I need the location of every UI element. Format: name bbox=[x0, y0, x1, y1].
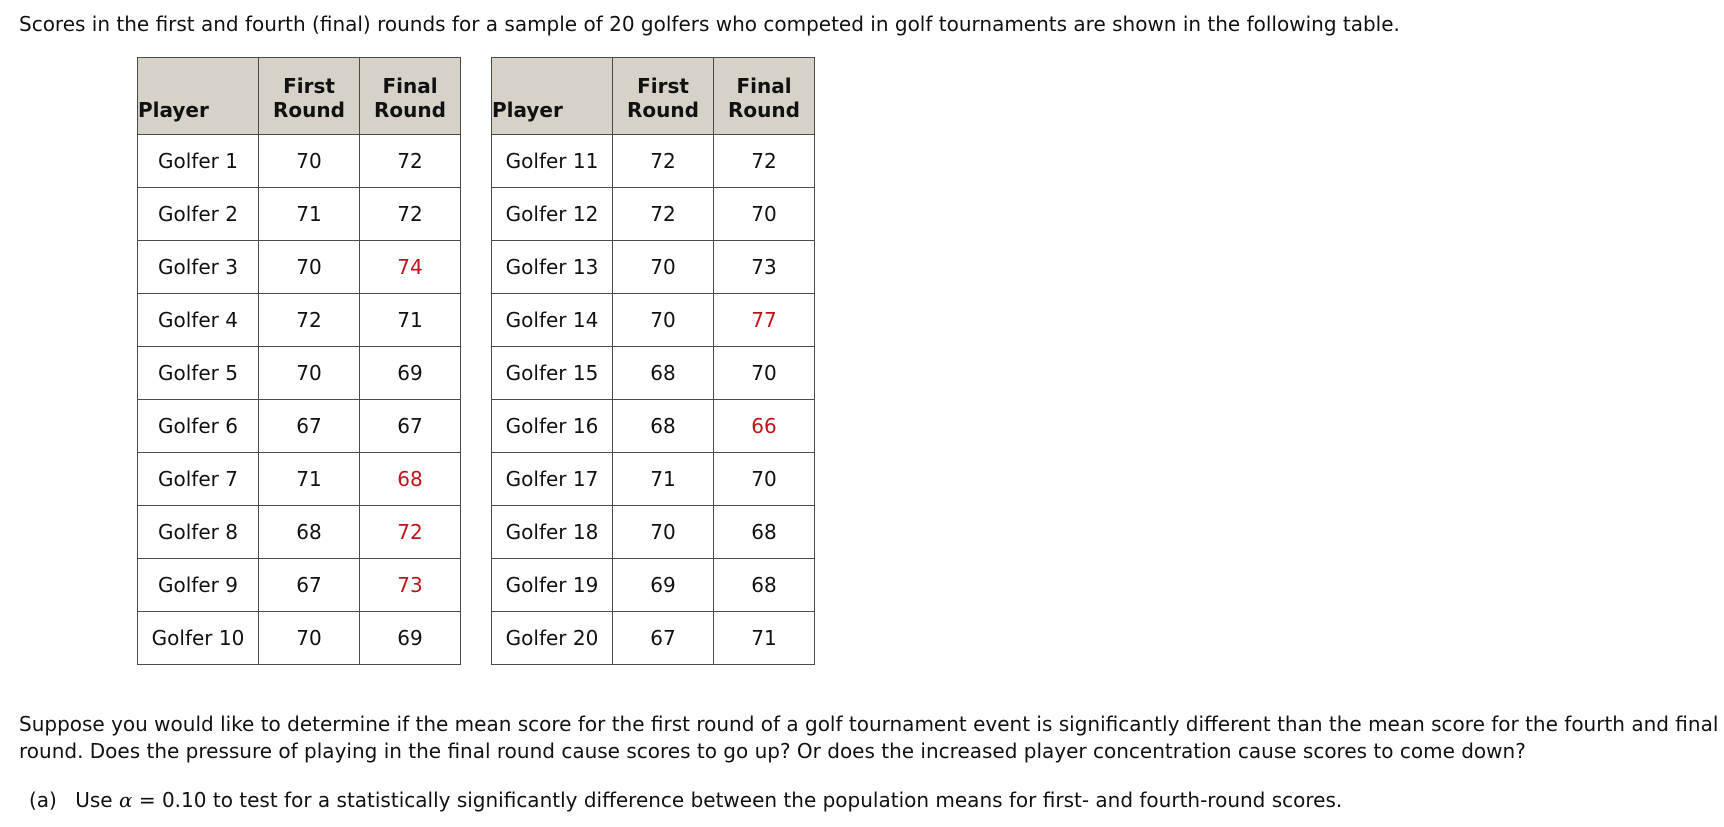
first-round-cell: 67 bbox=[613, 612, 714, 665]
first-round-cell: 70 bbox=[259, 612, 360, 665]
table-row bbox=[492, 612, 815, 665]
first-round-cell: 70 bbox=[259, 135, 360, 188]
player-cell: Golfer 14 bbox=[492, 294, 613, 347]
table-row bbox=[138, 241, 461, 294]
final-round-cell-highlighted: 72 bbox=[360, 506, 461, 559]
first-round-cell: 70 bbox=[259, 241, 360, 294]
first-round-cell: 71 bbox=[613, 453, 714, 506]
first-round-cell: 68 bbox=[613, 400, 714, 453]
player-cell: Golfer 9 bbox=[138, 559, 259, 612]
header-final-line2: Round bbox=[728, 98, 800, 122]
header-final-round bbox=[360, 58, 461, 135]
final-round-cell: 69 bbox=[360, 347, 461, 400]
alpha-symbol: α bbox=[118, 788, 133, 812]
table-row bbox=[138, 347, 461, 400]
header-first-line1: First bbox=[637, 74, 689, 98]
table-row bbox=[138, 612, 461, 665]
table-row bbox=[492, 400, 815, 453]
header-first-line2: Round bbox=[273, 98, 345, 122]
player-cell: Golfer 1 bbox=[138, 135, 259, 188]
part-a bbox=[29, 787, 1342, 813]
first-round-cell: 70 bbox=[613, 506, 714, 559]
final-round-cell: 73 bbox=[714, 241, 815, 294]
first-round-cell: 72 bbox=[613, 135, 714, 188]
final-round-cell: 72 bbox=[360, 135, 461, 188]
table-row bbox=[492, 294, 815, 347]
player-cell: Golfer 15 bbox=[492, 347, 613, 400]
table-row bbox=[492, 135, 815, 188]
table-row bbox=[138, 400, 461, 453]
header-player bbox=[138, 58, 259, 135]
final-round-cell-highlighted: 77 bbox=[714, 294, 815, 347]
player-cell: Golfer 3 bbox=[138, 241, 259, 294]
table-row bbox=[492, 188, 815, 241]
header-final-line1: Final bbox=[736, 74, 792, 98]
first-round-cell: 71 bbox=[259, 188, 360, 241]
question-text: Suppose you would like to determine if the mean score for the first round of a golf tournament event is significantly different than the mean score for the fourth and final round. Does the pressure of playing in the final round cause scores to go up? Or does the increased player concentration cause scores to come down? bbox=[19, 712, 1719, 763]
final-round-cell-highlighted: 74 bbox=[360, 241, 461, 294]
player-cell: Golfer 6 bbox=[138, 400, 259, 453]
final-round-cell: 70 bbox=[714, 347, 815, 400]
scores-table-right bbox=[491, 57, 815, 665]
first-round-cell: 67 bbox=[259, 400, 360, 453]
first-round-cell: 68 bbox=[259, 506, 360, 559]
table-row bbox=[492, 506, 815, 559]
first-round-cell: 70 bbox=[613, 241, 714, 294]
player-cell: Golfer 18 bbox=[492, 506, 613, 559]
table-row bbox=[138, 453, 461, 506]
final-round-cell-highlighted: 66 bbox=[714, 400, 815, 453]
player-cell: Golfer 11 bbox=[492, 135, 613, 188]
player-cell: Golfer 10 bbox=[138, 612, 259, 665]
header-player-label: Player bbox=[492, 98, 563, 122]
header-player bbox=[492, 58, 613, 135]
table-row bbox=[492, 559, 815, 612]
table-row bbox=[492, 347, 815, 400]
table-row bbox=[138, 506, 461, 559]
table-row bbox=[138, 188, 461, 241]
part-a-text: = 0.10 to test for a statistically significantly difference between the population means for first- and fourth-round scores. bbox=[138, 788, 1343, 812]
intro-text: Scores in the first and fourth (final) rounds for a sample of 20 golfers who competed in golf tournaments are shown in the following table. bbox=[19, 12, 1400, 36]
part-a-use: Use bbox=[75, 788, 113, 812]
table-row bbox=[492, 241, 815, 294]
final-round-cell: 70 bbox=[714, 188, 815, 241]
player-cell: Golfer 4 bbox=[138, 294, 259, 347]
final-round-cell: 70 bbox=[714, 453, 815, 506]
final-round-cell-highlighted: 73 bbox=[360, 559, 461, 612]
header-final-line2: Round bbox=[374, 98, 446, 122]
final-round-cell: 68 bbox=[714, 506, 815, 559]
header-player-label: Player bbox=[138, 98, 209, 122]
player-cell: Golfer 19 bbox=[492, 559, 613, 612]
final-round-cell: 72 bbox=[360, 188, 461, 241]
table-row bbox=[138, 559, 461, 612]
header-first-line1: First bbox=[283, 74, 335, 98]
final-round-cell-highlighted: 68 bbox=[360, 453, 461, 506]
table-row bbox=[138, 135, 461, 188]
scores-table-left bbox=[137, 57, 461, 665]
final-round-cell: 69 bbox=[360, 612, 461, 665]
player-cell: Golfer 20 bbox=[492, 612, 613, 665]
header-final-line1: Final bbox=[382, 74, 438, 98]
player-cell: Golfer 17 bbox=[492, 453, 613, 506]
player-cell: Golfer 2 bbox=[138, 188, 259, 241]
first-round-cell: 68 bbox=[613, 347, 714, 400]
table-row bbox=[492, 453, 815, 506]
player-cell: Golfer 12 bbox=[492, 188, 613, 241]
first-round-cell: 72 bbox=[259, 294, 360, 347]
player-cell: Golfer 13 bbox=[492, 241, 613, 294]
player-cell: Golfer 16 bbox=[492, 400, 613, 453]
part-a-label: (a) bbox=[29, 788, 57, 812]
player-cell: Golfer 8 bbox=[138, 506, 259, 559]
first-round-cell: 71 bbox=[259, 453, 360, 506]
header-first-line2: Round bbox=[627, 98, 699, 122]
final-round-cell: 67 bbox=[360, 400, 461, 453]
final-round-cell: 68 bbox=[714, 559, 815, 612]
first-round-cell: 69 bbox=[613, 559, 714, 612]
header-row bbox=[138, 58, 461, 135]
player-cell: Golfer 5 bbox=[138, 347, 259, 400]
final-round-cell: 72 bbox=[714, 135, 815, 188]
final-round-cell: 71 bbox=[360, 294, 461, 347]
header-final-round bbox=[714, 58, 815, 135]
first-round-cell: 70 bbox=[613, 294, 714, 347]
table-row bbox=[138, 294, 461, 347]
header-row bbox=[492, 58, 815, 135]
final-round-cell: 71 bbox=[714, 612, 815, 665]
first-round-cell: 70 bbox=[259, 347, 360, 400]
header-first-round bbox=[613, 58, 714, 135]
player-cell: Golfer 7 bbox=[138, 453, 259, 506]
first-round-cell: 72 bbox=[613, 188, 714, 241]
first-round-cell: 67 bbox=[259, 559, 360, 612]
header-first-round bbox=[259, 58, 360, 135]
